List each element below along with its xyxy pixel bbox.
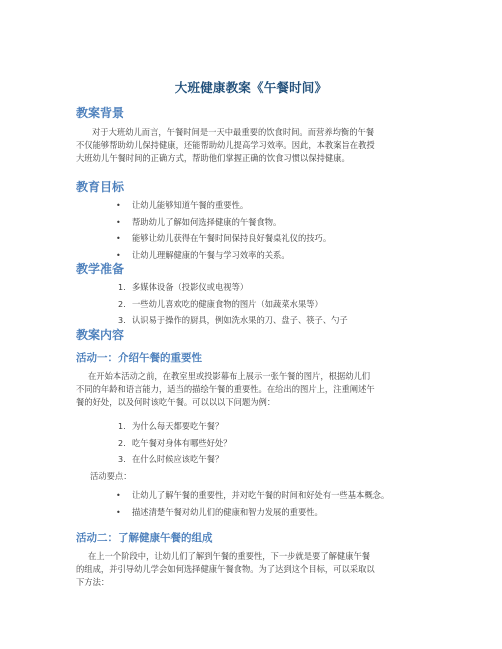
list-item-text: 让幼儿能够知道午餐的重要性。 <box>132 200 249 210</box>
paragraph-line: 餐的好处，以及何时该吃午餐。可以以以下问题为例： <box>76 397 276 407</box>
list-number: 3. <box>118 316 126 325</box>
paragraph-line: 在开始本活动之前，在教室里或投影幕布上展示一张午餐的图片，根据幼儿们 <box>88 371 371 381</box>
list-item <box>76 281 436 298</box>
paragraph-line: 的组成，并引导幼儿学会如何选择健康午餐食物。为了达到这个目标，可以采取以 <box>76 564 375 574</box>
activity2-paragraph <box>76 550 428 589</box>
list-item <box>76 453 436 470</box>
list-item-text: 一些幼儿喜欢吃的健康食物的图片（如蔬菜水果等） <box>132 298 323 309</box>
list-item-text: 在什么时候应该吃午餐？ <box>132 454 224 464</box>
list-item <box>76 437 436 454</box>
list-item-text: 描述清楚午餐对幼儿们的健康和智力发展的重要性。 <box>132 506 323 517</box>
list-item <box>76 489 436 506</box>
bullet-icon: • <box>116 491 121 500</box>
section-heading-goals: 教育目标 <box>76 180 125 194</box>
activity1-points <box>76 489 436 522</box>
bullet-icon: • <box>116 507 121 517</box>
preparation-list <box>76 281 436 331</box>
list-item-text: 吃午餐对身体有哪些好处？ <box>132 437 232 448</box>
section-heading-preparation: 教学准备 <box>76 262 125 276</box>
section-heading-content: 教案内容 <box>76 328 125 342</box>
list-item-text: 认识易于操作的厨具，例如洗水果的刀、盘子、筷子、勺子 <box>132 315 348 325</box>
list-number: 3. <box>118 455 126 464</box>
list-item-text: 让幼儿理解健康的午餐与学习效率的关系。 <box>132 249 290 260</box>
background-paragraph <box>76 126 428 165</box>
bullet-icon: • <box>116 201 121 210</box>
paragraph-line: 大班幼儿午餐时间的正确方式，帮助他们掌握正确的饮食习惯以保持健康。 <box>76 153 350 163</box>
paragraph-line: 不同的年龄和语言能力，适当的描绘午餐的重要性。在给出的图片上，注重阐述午 <box>76 384 375 394</box>
bullet-icon: • <box>116 217 121 227</box>
paragraph-line: 下方法： <box>76 577 110 587</box>
paragraph-line: 在上一个阶段中，让幼儿们了解到午餐的重要性，下一步就是要了解健康午餐 <box>88 551 371 561</box>
list-item <box>76 249 436 266</box>
list-item <box>76 506 436 523</box>
list-item-text: 多媒体设备（投影仪或电视等） <box>132 282 249 292</box>
activity1-paragraph <box>76 370 428 409</box>
list-item <box>76 314 436 331</box>
list-item <box>76 216 436 233</box>
list-number: 1. <box>118 283 126 292</box>
paragraph-line: 不仅能够帮助幼儿保持健康，还能帮助幼儿提高学习效率。因此，本教案旨在教授 <box>76 140 375 150</box>
list-item-text: 帮助幼儿了解如何选择健康的午餐食物。 <box>132 216 282 227</box>
list-item-text: 让幼儿了解午餐的重要性，并对吃午餐的时间和好处有一些基本概念。 <box>132 490 390 500</box>
paragraph-line: 对于大班幼儿而言，午餐时间是一天中最重要的饮食时间。而营养均衡的午餐 <box>92 127 375 137</box>
activity-heading-1: 活动一：介绍午餐的重要性 <box>76 352 202 364</box>
list-item-text: 能够让幼儿获得在午餐时间保持良好餐桌礼仪的技巧。 <box>132 233 332 243</box>
list-number: 2. <box>118 299 126 309</box>
list-item-text: 为什么每天都要吃午餐？ <box>132 421 224 431</box>
goals-list <box>76 199 436 265</box>
section-heading-background: 教案背景 <box>76 106 125 120</box>
bullet-icon: • <box>116 250 121 260</box>
list-item <box>76 298 436 315</box>
list-item <box>76 420 436 437</box>
activity1-points-label: 活动要点： <box>90 471 132 481</box>
list-item <box>76 199 436 216</box>
activity1-questions <box>76 420 436 470</box>
document-title: 大班健康教案《午餐时间》 <box>174 80 328 95</box>
activity-heading-2: 活动二：了解健康午餐的组成 <box>76 532 213 544</box>
bullet-icon: • <box>116 234 121 243</box>
list-number: 2. <box>118 438 126 448</box>
list-number: 1. <box>118 422 126 431</box>
list-item <box>76 232 436 249</box>
